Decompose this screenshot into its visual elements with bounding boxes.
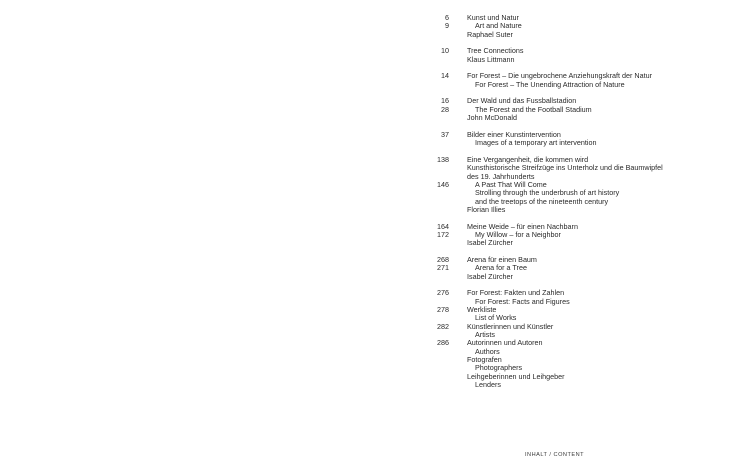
toc-line	[410, 364, 740, 372]
toc-page-number	[410, 198, 449, 206]
toc-page-number: 164	[437, 221, 449, 231]
toc-page-number: 268	[437, 254, 449, 264]
toc-entry	[410, 223, 740, 248]
toc-page-number	[410, 114, 449, 122]
toc-title: Tree Connections	[467, 46, 524, 56]
toc-title: Der Wald und das Fussballstadion	[467, 96, 577, 106]
toc-page-number	[410, 273, 449, 281]
toc-title: Leihgeberinnen und Leihgeber	[467, 371, 565, 381]
toc-title: Isabel Zürcher	[467, 271, 513, 281]
toc-entry	[410, 131, 740, 148]
toc-title: Kunsthistorische Streifzüge ins Unterholz und die Baumwipfel	[467, 163, 663, 173]
toc-line	[410, 306, 740, 314]
toc-title-english: List of Works	[475, 313, 517, 323]
toc-title-english: and the treetops of the nineteenth century	[475, 196, 609, 206]
toc-title: Arena für einen Baum	[467, 254, 537, 264]
toc-title: Künstlerinnen und Künstler	[467, 321, 554, 331]
toc-line	[410, 348, 740, 356]
toc-title: John McDonald	[467, 113, 517, 123]
toc-entry	[410, 14, 740, 39]
toc-page-number	[410, 239, 449, 247]
toc-title: Eine Vergangenheit, die kommen wird	[467, 154, 589, 164]
toc-title-english: Arena for a Tree	[475, 263, 527, 273]
toc-title: Raphael Suter	[467, 29, 513, 39]
toc-page-number: 271	[437, 263, 449, 273]
toc-page-number: 10	[441, 46, 449, 56]
toc-line	[410, 139, 740, 147]
toc-line	[410, 81, 740, 89]
toc-title-english: My Willow – for a Neighbor	[475, 229, 561, 239]
toc-entry	[410, 256, 740, 281]
toc-entry	[410, 156, 740, 214]
toc-page-number: 138	[437, 154, 449, 164]
toc-page-number: 37	[441, 129, 449, 139]
toc-page-number: 9	[445, 21, 449, 31]
toc-title: Autorinnen und Autoren	[467, 338, 543, 348]
toc-page-number: 16	[441, 96, 449, 106]
page-footer-label: INHALT / CONTENT	[525, 452, 585, 458]
toc-title-english: For Forest – The Unending Attraction of Nature	[475, 79, 625, 89]
toc-title: Isabel Zürcher	[467, 238, 513, 248]
toc-page-number	[410, 31, 449, 39]
toc-page-number	[410, 381, 449, 389]
toc-title: For Forest: Fakten und Zahlen	[467, 288, 565, 298]
toc-title-english: For Forest: Facts and Figures	[475, 296, 570, 306]
toc-line	[410, 231, 740, 239]
toc-line	[410, 356, 740, 364]
toc-title: Fotografen	[467, 355, 502, 365]
toc-line	[410, 47, 740, 55]
toc-page-number	[410, 139, 449, 147]
toc-line	[410, 223, 740, 231]
toc-page-number: 278	[437, 305, 449, 315]
toc-line	[410, 164, 740, 172]
toc-line	[410, 373, 740, 381]
toc-line	[410, 56, 740, 64]
toc-page-number: 282	[437, 321, 449, 331]
toc-title-english: The Forest and the Football Stadium	[475, 104, 592, 114]
toc-page-number: 146	[437, 179, 449, 189]
toc-line	[410, 298, 740, 306]
toc-title: Kunst und Natur	[467, 13, 519, 22]
toc-page-number: 276	[437, 288, 449, 298]
toc-line	[410, 381, 740, 389]
toc-page-number: 28	[441, 104, 449, 114]
toc-page-number	[410, 356, 449, 364]
toc-line	[410, 239, 740, 247]
toc-title-english: Art and Nature	[475, 21, 522, 31]
toc-page-number: 286	[437, 338, 449, 348]
toc-line	[410, 314, 740, 322]
toc-page-number	[410, 206, 449, 214]
toc-title: des 19. Jahrhunderts	[467, 171, 535, 181]
toc-line	[410, 273, 740, 281]
toc-title: Werkliste	[467, 305, 497, 315]
toc-line	[410, 264, 740, 272]
toc-title-english: Photographers	[475, 363, 523, 373]
toc-line	[410, 289, 740, 297]
toc-line	[410, 31, 740, 39]
toc-line	[410, 173, 740, 181]
toc-title-english: Artists	[475, 330, 495, 340]
toc-title: Bilder einer Kunstintervention	[467, 129, 561, 139]
toc-title-english: Strolling through the underbrush of art history	[475, 188, 620, 198]
toc-line	[410, 22, 740, 30]
toc-page-number: 14	[441, 71, 449, 81]
toc-entry	[410, 289, 740, 389]
toc-page-number	[410, 189, 449, 197]
toc-title: For Forest – Die ungebrochene Anziehungskraft der Natur	[467, 71, 652, 81]
toc-title-english: Images of a temporary art intervention	[475, 138, 597, 148]
toc-line	[410, 106, 740, 114]
toc-line	[410, 206, 740, 214]
toc-title-english: Authors	[475, 346, 500, 356]
toc-page-number	[410, 373, 449, 381]
toc-title-english: A Past That Will Come	[475, 179, 547, 189]
toc-line	[410, 331, 740, 339]
toc-page-number	[410, 348, 449, 356]
toc-entry	[410, 47, 740, 64]
table-of-contents	[410, 14, 740, 398]
toc-title: Meine Weide – für einen Nachbarn	[467, 221, 578, 231]
toc-page-number: 6	[445, 13, 449, 22]
toc-page-number: 172	[437, 229, 449, 239]
toc-line	[410, 198, 740, 206]
toc-entry	[410, 72, 740, 89]
toc-title: Klaus Littmann	[467, 54, 515, 64]
toc-entry	[410, 97, 740, 122]
toc-line	[410, 14, 740, 22]
toc-line	[410, 256, 740, 264]
toc-line	[410, 323, 740, 331]
toc-line	[410, 114, 740, 122]
toc-page-number	[410, 81, 449, 89]
toc-page-number	[410, 364, 449, 372]
toc-page-number	[410, 164, 449, 172]
toc-title-english: Lenders	[475, 380, 501, 390]
toc-page-number	[410, 56, 449, 64]
toc-line	[410, 339, 740, 347]
toc-title: Florian Illies	[467, 204, 506, 214]
